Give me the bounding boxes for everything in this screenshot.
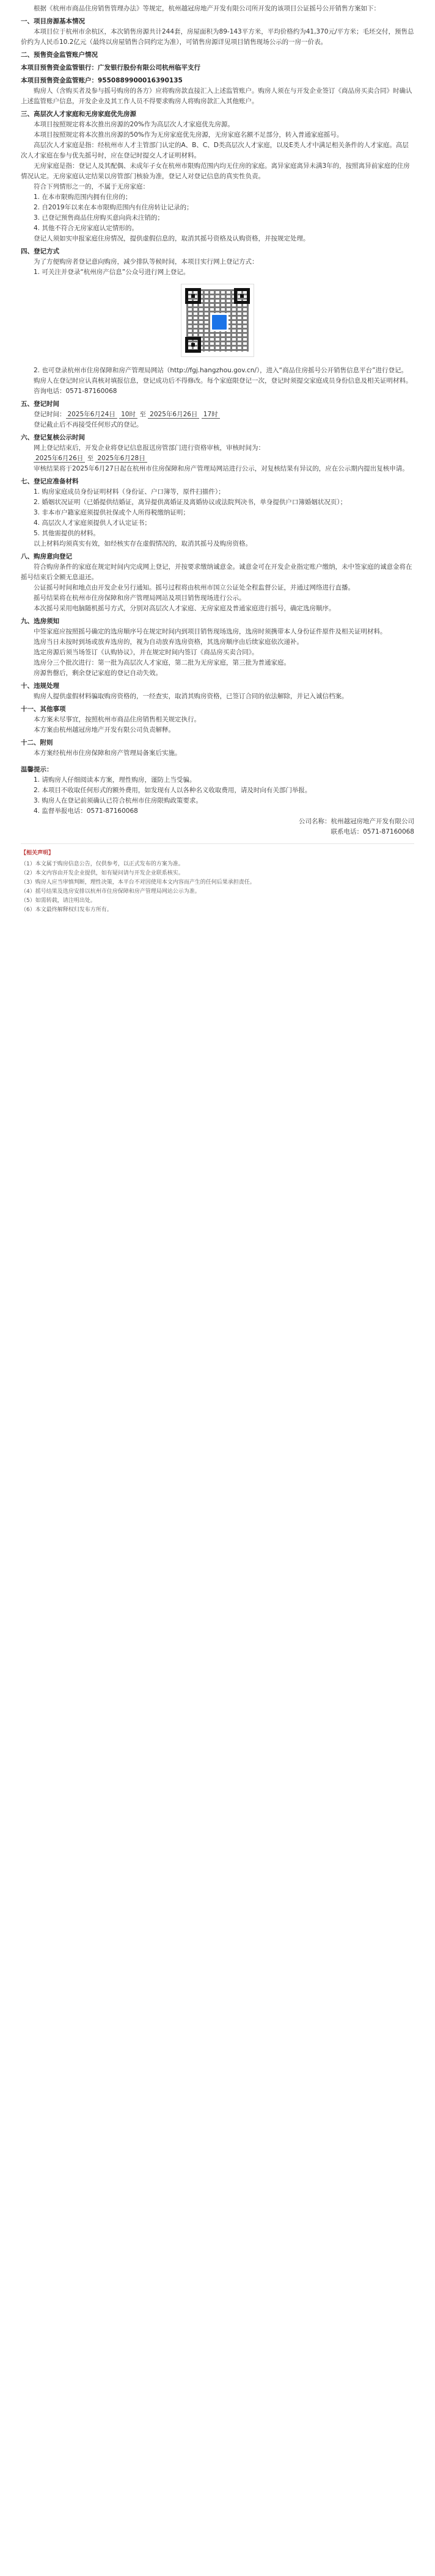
section-3-text-5: 符合下列情形之一的，不属于无房家庭： xyxy=(34,183,149,190)
section-4-text-2: 1. 可关注并登录“杭州房产信息”公众号进行网上登记。 xyxy=(34,269,190,276)
section-3-text-4: 无房家庭是指：登记人及其配偶、未成年子女在杭州市限购范围内均无住房的家庭。离异家庭离异未满3年的，按照离异前家庭的住房情况认定。无房家庭认定结果以房管部门核验为准，登记人对登记信息的真实性负责。 xyxy=(21,162,410,180)
section-4-text-1: 为了方便购房者登记意向购房，减少排队等候时间，本项目实行网上登记方式： xyxy=(34,258,258,265)
tip-item: 2. 本项目不收取任何形式的额外费用，如发现有人以各种名义收取费用，请及时向有关部门举报。 xyxy=(34,787,312,794)
section-9-text-3: 选定房源后须当场签订《认购协议》，并在规定时间内签订《商品房买卖合同》。 xyxy=(34,649,258,656)
registration-end-time: 17时 xyxy=(202,411,220,419)
section-4-text-3[interactable]: 2. 也可登录杭州市住房保障和房产管理局网站（http://fgj.hangzhou.gov.cn/），进入“商品住房摇号公开销售信息平台”进行登记。 xyxy=(34,367,408,374)
note-item: （4）摇号结果及选房安排以杭州市住房保障和房产管理局网站公示为准。 xyxy=(21,889,200,895)
section-7-text: 以上材料均须真实有效，如经核实存在虚假情况的，取消其摇号及购房资格。 xyxy=(34,540,252,547)
list-item: 3. 非本市户籍家庭须提供社保或个人所得税缴纳证明； xyxy=(34,509,189,516)
qr-finder-bottom-left xyxy=(185,337,201,353)
section-12-text: 本方案经杭州市住房保障和房产管理局备案后实施。 xyxy=(34,749,181,757)
notes-title: 【相关声明】 xyxy=(21,850,54,856)
disclaimer-notes xyxy=(21,843,414,915)
registration-time-line xyxy=(21,409,414,420)
section-6-text-2: 审核结果将于2025年6月27日起在杭州市住房保障和房产管理局网站进行公示，对复核结果有异议的，应在公示期内提出复核申请。 xyxy=(34,465,409,472)
section-12-title: 十二、附则 xyxy=(21,739,53,746)
section-9-text-1: 中签家庭应按照摇号确定的选房顺序号在规定时间内到项目销售现场选房，选房时须携带本人身份证件原件及相关证明材料。 xyxy=(34,628,387,635)
review-time-mid: 至 xyxy=(87,455,94,462)
note-item: （5）如需转载，请注明出处。 xyxy=(21,898,96,904)
section-11-text-1: 本方案未尽事宜，按照杭州市商品住房销售相关规定执行。 xyxy=(34,716,200,723)
section-3-text-1: 本项目按照规定将本次推出房源的20%作为高层次人才家庭优先房源。 xyxy=(34,121,234,128)
section-6-title: 六、登记复核公示时间 xyxy=(21,434,85,441)
supervision-bank: 本项目预售资金监管银行：广发银行股份有限公司杭州临平支行 xyxy=(21,64,200,71)
registration-time-mid: 至 xyxy=(139,411,146,418)
note-item: （1）本文属于购房信息公告，仅供参考，以正式发布的方案为准。 xyxy=(21,861,184,867)
section-4-text-4: 购房人在登记时应认真核对填报信息，登记成功后不得修改。每个家庭限登记一次，登记时须提交家庭成员身份信息及相关证明材料。 xyxy=(34,377,412,384)
intro-paragraph: 根据《杭州市商品住房销售管理办法》等规定，杭州越冠房地产开发有限公司所开发的该项目公证摇号公开销售方案如下： xyxy=(34,5,380,12)
section-3-text-6: 登记人须如实申报家庭住房情况，提供虚假信息的，取消其摇号资格及认购资格，并按规定处理。 xyxy=(34,235,310,242)
tips-title: 温馨提示： xyxy=(21,766,53,773)
signature-company: 公司名称：杭州越冠房地产开发有限公司 xyxy=(299,818,414,825)
section-9-text-5: 房源售罄后，剩余登记家庭的登记自动失效。 xyxy=(34,669,162,677)
registration-start-date: 2025年6月24日 xyxy=(66,411,117,419)
section-4-title: 四、登记方式 xyxy=(21,248,59,255)
supervision-account: 本项目预售资金监管账户：9550889900016390135 xyxy=(21,77,183,84)
registration-end-date: 2025年6月26日 xyxy=(148,411,199,419)
tip-item: 1. 请购房人仔细阅读本方案，理性购房，谨防上当受骗。 xyxy=(34,776,196,784)
section-2-text: 购房人（含购买者及参与摇号购房的各方）应将购房款直接汇入上述监管账户。购房人须在与开发企业签订《商品房买卖合同》时确认上述监管账户信息，开发企业及其工作人员不得要求购房人将购房款汇入其他账户。 xyxy=(21,87,412,105)
section-3-text-2: 本项目按照规定将本次推出房源的50%作为无房家庭优先房源，无房家庭名额不足部分，转入普通家庭摇号。 xyxy=(34,131,343,139)
list-item: 2. 自2019年以来在本市限购范围内有住房转让记录的； xyxy=(34,204,193,211)
review-start-date: 2025年6月26日 xyxy=(34,455,85,463)
section-9-text-4: 选房分三个批次进行：第一批为高层次人才家庭，第二批为无房家庭，第三批为普通家庭。 xyxy=(34,659,290,666)
section-11-text-2: 本方案由杭州越冠房地产开发有限公司负责解释。 xyxy=(34,726,175,734)
review-time-line xyxy=(21,453,414,464)
qr-logo-icon xyxy=(210,313,228,331)
list-item: 4. 高层次人才家庭须提供人才认定证书； xyxy=(34,519,151,527)
tip-item: 3. 购房人在登记前须确认已符合杭州市住房限购政策要求。 xyxy=(34,797,202,804)
section-8-text-1: 符合购房条件的家庭在规定时间内完成网上登记，并按要求缴纳诚意金。诚意金可在开发企业指定账户缴纳，未中签家庭的诚意金将在摇号结束后全额无息退还。 xyxy=(21,563,412,581)
contact-phone: 0571-87160068 xyxy=(65,388,117,395)
note-item: （3）购房人应当审慎判断，理性决策，本平台不对因使用本文内容而产生的任何后果承担责任。 xyxy=(21,879,255,886)
registration-start-time: 10时 xyxy=(119,411,137,419)
section-9-title: 九、选房须知 xyxy=(21,618,59,625)
review-end-date: 2025年6月28日 xyxy=(95,455,147,463)
note-item: （2）本文内容由开发企业提供，如有疑问请与开发企业联系核实。 xyxy=(21,870,184,876)
contact-label: 咨询电话： xyxy=(34,388,66,395)
contact-line xyxy=(21,386,414,397)
qr-code-image[interactable] xyxy=(181,284,254,357)
signature-phone: 联系电话：0571-87160068 xyxy=(331,828,414,835)
section-10-title: 十、违规处理 xyxy=(21,682,59,690)
section-3-title: 三、高层次人才家庭和无房家庭优先房源 xyxy=(21,110,136,118)
qr-finder-top-right xyxy=(234,288,250,304)
section-1-text: 本项目位于杭州市余杭区，本次销售房源共计244套，房屋面积为89-143平方米，平均价格约为41,370元/平方米；毛坯交付，预售总价约为人民币10.2亿元（最终以房屋销售合同约定为准），可销售房源详见项目销售现场公示的一房一价表。 xyxy=(21,28,414,46)
qr-finder-top-left xyxy=(185,288,201,304)
document-page xyxy=(0,0,435,921)
section-2-title: 二、预售资金监管账户情况 xyxy=(21,51,98,59)
section-8-text-2: 公证摇号时间和地点由开发企业另行通知。摇号过程将由杭州市国立公证处全程监督公证，并通过网络进行直播。 xyxy=(34,584,354,591)
section-5-text: 登记截止后不再接受任何形式的登记。 xyxy=(34,421,143,428)
note-item: （6）本文最终解释权归发布方所有。 xyxy=(21,907,112,913)
tip-item: 4. 监督举报电话：0571-87160068 xyxy=(34,807,138,815)
section-8-text-4: 本次摇号采用电脑随机摇号方式，分别对高层次人才家庭、无房家庭及普通家庭进行摇号，确定选房顺序。 xyxy=(34,605,335,612)
qr-code-block xyxy=(21,284,414,361)
section-11-title: 十一、其他事项 xyxy=(21,705,66,713)
registration-time-prefix: 登记时间： xyxy=(34,411,66,418)
list-item: 1. 购房家庭成员身份证明材料（身份证、户口簿等，原件扫描件）； xyxy=(34,488,225,496)
list-item: 3. 已登记预售商品住房购买意向尚未注销的； xyxy=(34,214,164,222)
section-8-title: 八、购房意向登记 xyxy=(21,553,72,560)
section-3-text-3: 高层次人才家庭是指：经杭州市人才主管部门认定的A、B、C、D类高层次人才家庭，以及E类人才中满足相关条件的人才家庭。高层次人才家庭在参与优先摇号时，应在登记时提交人才证明材料。 xyxy=(21,142,409,159)
section-1-title: 一、项目房源基本情况 xyxy=(21,18,85,25)
list-item: 1. 在本市限购范围内拥有住房的； xyxy=(34,193,132,201)
list-item: 5. 其他需提供的材料。 xyxy=(34,530,100,537)
list-item: 4. 其他不符合无房家庭认定情形的。 xyxy=(34,225,138,232)
section-10-text: 购房人提供虚假材料骗取购房资格的，一经查实，取消其购房资格，已签订合同的依法解除，并记入诚信档案。 xyxy=(34,693,348,700)
section-7-title: 七、登记应准备材料 xyxy=(21,478,79,485)
section-5-title: 五、登记时间 xyxy=(21,400,59,408)
list-item: 2. 婚姻状况证明（已婚提供结婚证，离异提供离婚证及离婚协议或法院判决书，单身提供户口簿婚姻状况页）； xyxy=(34,499,347,506)
section-8-text-3: 摇号结果将在杭州市住房保障和房产管理局网站及项目销售现场进行公示。 xyxy=(34,594,246,602)
section-9-text-2: 选房当日未按时到场或放弃选房的，视为自动放弃选房资格，其选房顺序由后续家庭依次递补。 xyxy=(34,638,303,646)
section-6-text-1: 网上登记结束后，开发企业将登记信息报送房管部门进行资格审核，审核时间为： xyxy=(34,444,265,452)
